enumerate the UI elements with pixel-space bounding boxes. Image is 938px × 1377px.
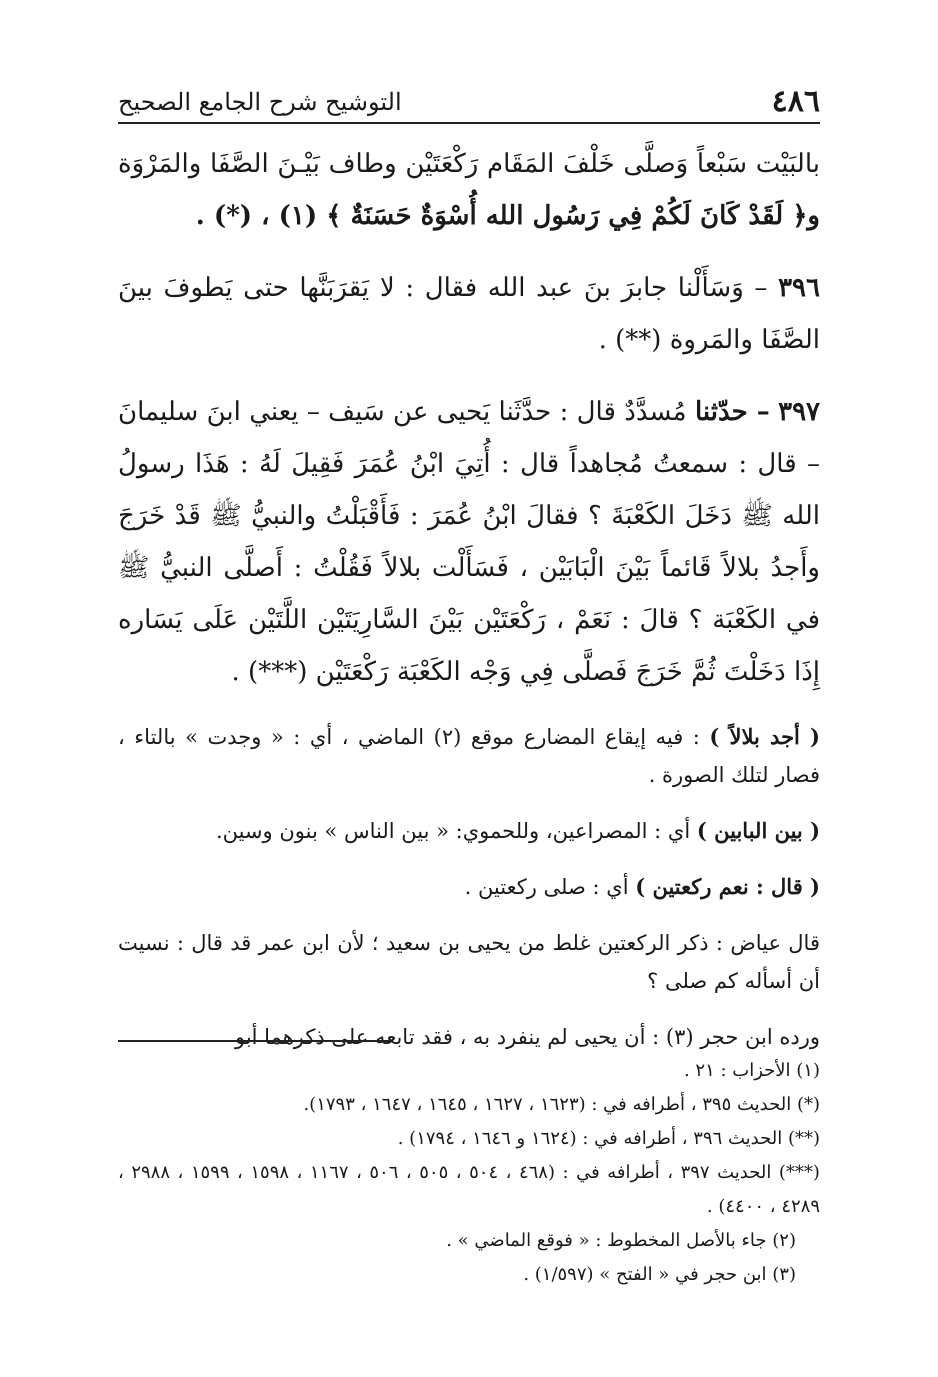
footnotes xyxy=(118,1040,820,1292)
hadith-396 xyxy=(118,262,820,366)
hadith-number: ٣٩٦ xyxy=(778,273,820,303)
footnote-2: (٢) جاء بالأصل المخطوط : « فوقع الماضي » . xyxy=(446,1230,796,1251)
commentary-term: ( أجد بلالاً ) xyxy=(709,724,820,749)
commentary-text: أي : المصراعين، وللحموي: « بين الناس » بنون وسين. xyxy=(215,819,691,843)
running-title: التوشيح شرح الجامع الصحيح xyxy=(118,88,402,116)
hadith-text: – وَسَأَلْنا جابرَ بنَ عبد الله فقال : لا يَقرَبَنَّها حتى يَطوفَ بينَ الصَّفَا والمَروة (**) . xyxy=(118,273,820,355)
commentary-text: ورده ابن حجر (٣) : أن يحيى لم ينفرد به ، فقد تابعه على ذكرهما أبو xyxy=(234,1025,820,1049)
commentary-text: : فيه إيقاع المضارع موقع (٢) الماضي ، أي : « وجدت » بالتاء ، فصار لتلك الصورة . xyxy=(118,725,820,787)
commentary-4 xyxy=(118,924,820,1000)
commentary-1 xyxy=(118,718,820,794)
commentary-3 xyxy=(118,868,820,906)
text-line: بالبَيْت سَبْعاً وَصلَّى خَلْفَ المَقَام رَكْعَتَيْن وطاف بَيْـنَ الصَّفَا والمَرْوَة xyxy=(118,149,820,179)
main-text xyxy=(118,138,820,1074)
footnote-1: (١) الأحزاب : ٢١ . xyxy=(683,1060,820,1081)
hadith-397 xyxy=(118,386,820,698)
footnote-3: (٣) ابن حجر في « الفتح » (١/٥٩٧) . xyxy=(523,1264,796,1285)
commentary-text: قال عياض : ذكر الركعتين غلط من يحيى بن سعيد ؛ لأن ابن عمر قد قال : نسيت أن أسأله كم صلى ؟ xyxy=(118,931,820,993)
page-number: ٤٨٦ xyxy=(771,84,820,119)
quran-verse: و﴿ لَقَدْ كَانَ لَكُمْ فِي رَسُول الله أُسْوَةٌ حَسَنَةٌ ﴾ (١) ، (*) . xyxy=(195,201,820,231)
page-header xyxy=(118,82,820,124)
footnote-triple-star: (***) الحديث ٣٩٧ ، أطرافه في : (٤٦٨ ، ٥٠٤ ، ٥٠٥ ، ٥٠٦ ، ١١٦٧ ، ١٥٩٨ ، ١٥٩٩ ، ٢٩٨٨ ، ٤٢٨٩ ، ٤٤٠٠) . xyxy=(118,1162,820,1217)
footnote-double-star: (**) الحديث ٣٩٦ ، أطرافه في : (١٦٢٤ و ١٦٤٦ ، ١٧٩٤) . xyxy=(397,1128,820,1149)
commentary-2 xyxy=(118,812,820,850)
commentary-text: أي : صلى ركعتين . xyxy=(464,875,629,899)
footnote-divider xyxy=(118,1040,390,1042)
footnote-star: (*) الحديث ٣٩٥ ، أطرافه في : (١٦٢٣ ، ١٦٢٧ ، ١٦٤٥ ، ١٦٤٧ ، ١٧٩٣). xyxy=(303,1094,820,1115)
hadith-text: مُسدَّدٌ قال : حدَّثَنا يَحيى عن سَيف – يعني ابنَ سليمانَ – قال : سمعتُ مُجاهداً قال : أُتِيَ ابْنُ عُمَرَ فَقِيلَ لَهُ : هَذَا رسولُ الله ﷺ دَخَلَ الكَعْبَةَ ؟ فقالَ ابْنُ عُمَرَ : فَأَقْبَلْتُ والنبيُّ ﷺ قَدْ خَرَجَ وأَجدُ بلالاً قَائماً بَيْنَ الْبَابَيْن ، فَسَأَلْت بلالاً فَقُلْتُ : أَصلَّى النبيُّ ﷺ في الكَعْبَة ؟ قالَ : نَعَمْ ، رَكْعَتَيْن بَيْنَ السَّارِيَتَيْن اللَّتَيْن عَلَى يَسَاره إِذَا دَخَلْتَ ثُمَّ خَرَجَ فَصلَّى فِي وَجْه الكَعْبَة رَكْعَتَيْن (***) . xyxy=(118,397,820,687)
hadith-number: ٣٩٧ xyxy=(778,397,821,427)
commentary-term: ( قال : نعم ركعتين ) xyxy=(635,874,820,899)
hadith-lead: – حدّثنا xyxy=(694,397,770,427)
paragraph-395-end xyxy=(118,138,820,242)
commentary-term: ( بين البابين ) xyxy=(696,818,820,843)
